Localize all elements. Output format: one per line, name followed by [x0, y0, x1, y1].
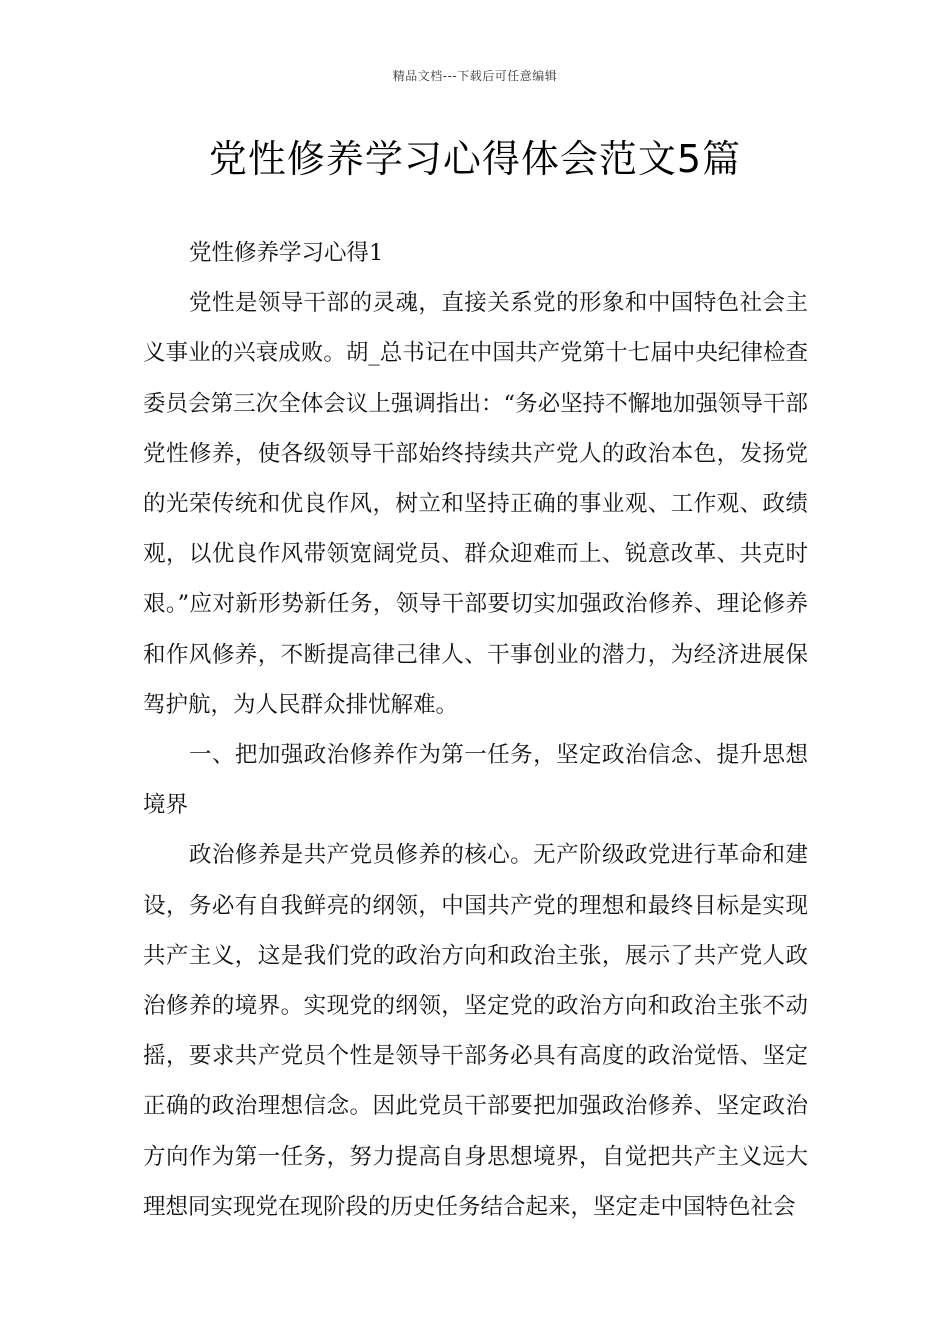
header-note: 精品文档---下载后可任意编辑 [392, 69, 558, 83]
document-title: 党性修养学习心得体会范文5篇 [208, 137, 742, 181]
paragraph: 政治修养是共产党员修养的核心。无产阶级政党进行革命和建设，务必有自我鲜亮的纲领，中国共产党的理想和最终目标是实现共产主义，这是我们党的政治方向和政治主张，展示了共产党人政治修养的境界。实现党的纲领，坚定党的政治方向和政治主张不动摇，要求共产党员个性是领导干部务必具有高度的政治觉悟、坚定正确的政治理想信念。因此党员干部要把加强政治修养、坚定政治方向作为第一任务，努力提高自身思想境界，自觉把共产主义远大理想同实现党在现阶段的历史任务结合起来，坚定走中国特色社会 [143, 842, 808, 1220]
paragraph: 党性是领导干部的灵魂，直接关系党的形象和中国特色社会主义事业的兴衰成败。胡_总书记在中国共产党第十七届中央纪律检查委员会第三次全体会议上强调指出：“务必坚持不懈地加强领导干部党性修养，使各级领导干部始终持续共产党人的政治本色，发扬党的光荣传统和优良作风，树立和坚持正确的事业观、工作观、政绩观，以优良作风带领宽阔党员、群众迎难而上、锐意改革、共克时艰。”应对新形势新任务，领导干部要切实加强政治修养、理论修养和作风修养，不断提高律己律人、干事创业的潜力，为经济进展保驾护航，为人民群众排忧解难。 [143, 290, 808, 718]
section-heading: 党性修养学习心得1 [189, 240, 384, 266]
subsection-heading: 一、把加强政治修养作为第一任务，坚定政治信念、提升思想境界 [143, 742, 808, 819]
document-body [143, 228, 808, 1232]
